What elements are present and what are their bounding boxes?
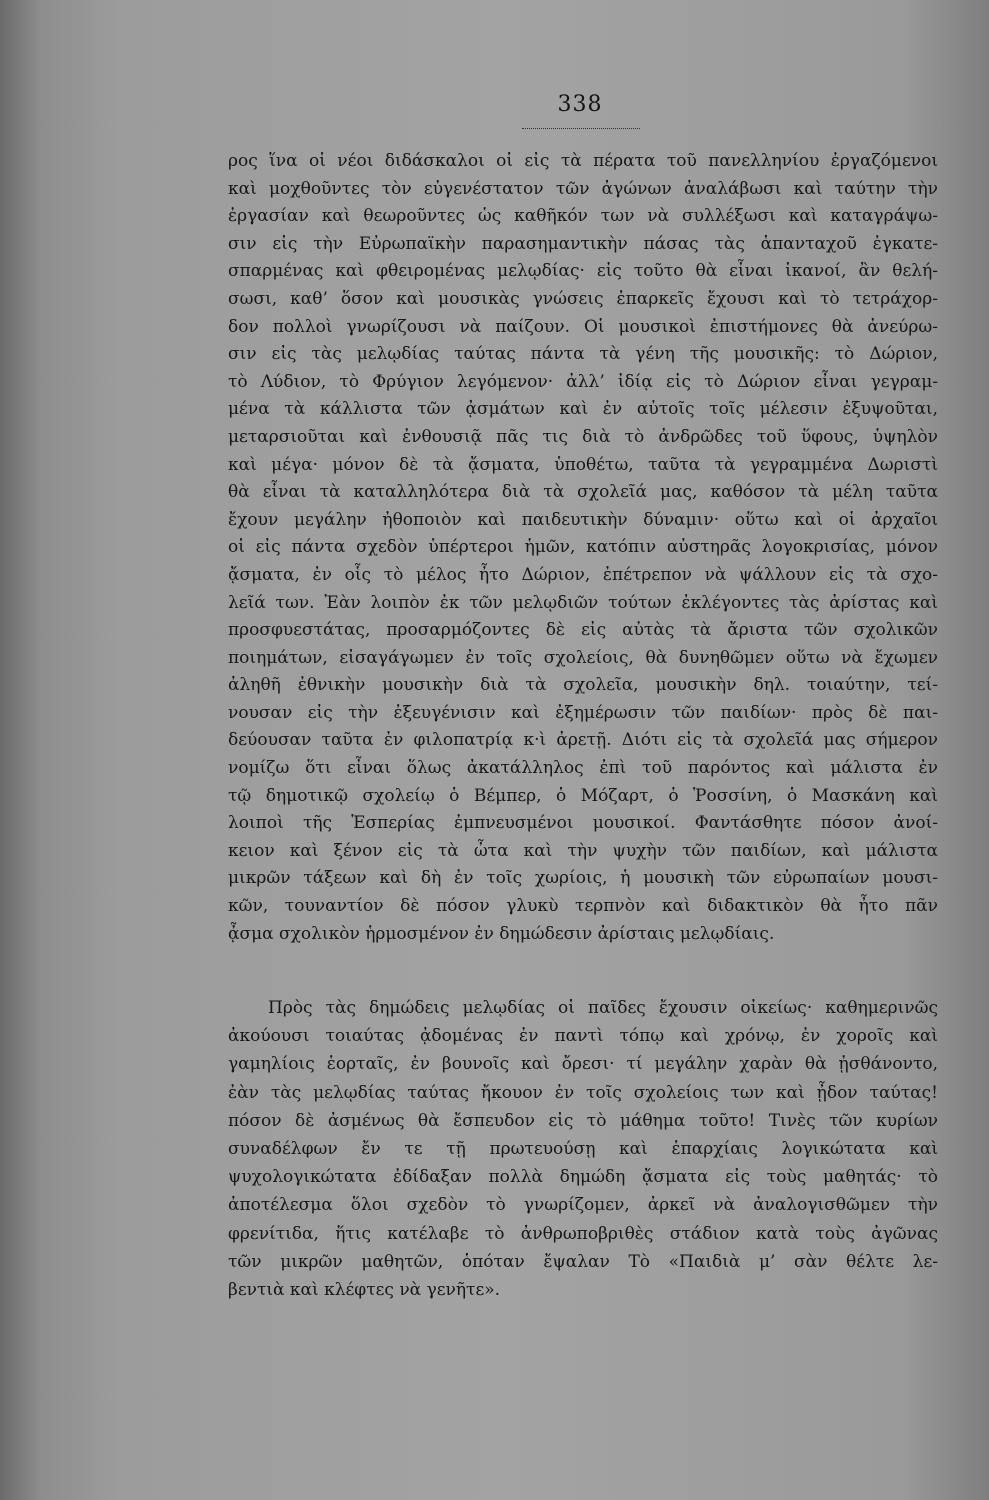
text-line: Πρὸς τὰς δημώδεις μελῳδίας οἱ παῖδες ἔχουσιν οἰκείως· καθημερινῶς: [268, 998, 938, 1018]
text-line: φρενίτιδα, ἥτις κατέλαβε τὸ ἀνθρωποβριθὲς στάδιον κατὰ τοὺς ἀγῶνας: [228, 1223, 938, 1244]
text-line: οἱ εἰς πάντα σχεδὸν ὑπέρτεροι ἡμῶν, κατόπιν αὐστηρᾶς λογοκρισίας, μόνον: [228, 537, 938, 558]
text-line: ρος ἵνα οἱ νέοι διδάσκαλοι οἱ εἰς τὰ πέρατα τοῦ πανελληνίου ἐργαζόμενοι: [228, 151, 938, 171]
text-line: κειον καὶ ξένον εἰς τὰ ὦτα καὶ τὴν ψυχὴν τῶν παιδίων, καὶ μάλιστα: [228, 840, 938, 861]
text-line: σιν εἰς τὴν Εὐρωπαϊκὴν παρασημαντικὴν πάσας τὰς ἁπανταχοῦ ἐγκατε-: [228, 233, 938, 254]
paragraph-1: [228, 148, 938, 948]
text-line: λοιποὶ τῆς Ἑσπερίας ἐμπνευσμένοι μουσικοί. Φαντάσθητε πόσον ἀνοί-: [228, 813, 938, 834]
text-line: τῶν μικρῶν μαθητῶν, ὁπόταν ἔψαλαν Τὸ «Παιδιὰ μ’ σὰν θέλτε λε-: [228, 1251, 938, 1272]
text-line: ποιημάτων, εἰσαγάγωμεν ἐν τοῖς σχολείοις, θὰ δυνηθῶμεν οὕτω νὰ ἔχωμεν: [228, 647, 938, 668]
text-line: μεταρσιοῦται καὶ ἐνθουσιᾷ πᾶς τις διὰ τὸ ἀνδρῶδες τοῦ ὕφους, ὑψηλὸν: [228, 426, 938, 447]
text-line: γαμηλίοις ἑορταῖς, ἐν βουνοῖς καὶ ὄρεσι· τί μεγάλην χαρὰν θὰ ᾐσθάνοντο,: [228, 1054, 938, 1075]
text-line: νουσαν εἰς τὴν ἐξευγένισιν καὶ ἐξημέρωσιν τῶν παιδίων· πρὸς δὲ παι-: [228, 702, 938, 723]
text-line: θὰ εἶναι τὰ καταλληλότερα διὰ τὰ σχολεῖά μας, καθόσον τὰ μέλη ταῦτα: [228, 482, 938, 503]
text-line: τῷ δημοτικῷ σχολείῳ ὁ Βέμπερ, ὁ Μόζαρτ, ὁ Ῥοσσίνη, ὁ Μασκάνη καὶ: [228, 785, 938, 806]
page-number: 338: [557, 92, 603, 117]
text-line: σιν εἰς τὰς μελῳδίας ταύτας πάντα τὰ γένη τῆς μουσικῆς: τὸ Δώριον,: [228, 344, 938, 365]
text-line: δον πολλοὶ γνωρίζουσι νὰ παίζουν. Οἱ μουσικοὶ ἐπιστήμονες θὰ ἀνεύρω-: [228, 316, 938, 337]
text-line: κῶν, τουναντίον δὲ πόσον γλυκὺ τερπνὸν καὶ διδακτικὸν θὰ ἦτο πᾶν: [228, 896, 938, 917]
text-line: λεῖά των. Ἐὰν λοιπὸν ἐκ τῶν μελῳδιῶν τούτων ἐκλέγοντες τὰς ἀρίστας καὶ: [228, 592, 938, 613]
text-line: ἀκούουσι τοιαύτας ᾀδομένας ἐν παντὶ τόπῳ καὶ χρόνῳ, ἐν χοροῖς καὶ: [228, 1026, 938, 1047]
text-line: τὸ Λύδιον, τὸ Φρύγιον λεγόμενον· ἀλλ’ ἰδίᾳ εἰς τὸ Δώριον εἶναι γεγραμ-: [228, 371, 938, 392]
text-line: ἐργασίαν καὶ θεωροῦντες ὡς καθῆκόν των νὰ συλλέξωσι καὶ καταγράψω-: [228, 206, 938, 227]
text-line: σπαρμένας καὶ φθειρομένας μελῳδίας· εἰς τοῦτο θὰ εἶναι ἱκανοί, ἂν θελή-: [228, 261, 938, 282]
text-line: συναδέλφων ἔν τε τῇ πρωτευούσῃ καὶ ἐπαρχίαις λογικώτατα καὶ: [228, 1138, 938, 1159]
text-line: μικρῶν τάξεων καὶ δὴ ἐν τοῖς χωρίοις, ἡ μουσικὴ τῶν εὐρωπαίων μουσι-: [228, 868, 938, 889]
text-line: ἀληθῆ ἐθνικὴν μουσικὴν διὰ τὰ σχολεῖα, μουσικὴν δηλ. τοιαύτην, τεί-: [228, 675, 938, 696]
text-line: ἔχουν μεγάλην ἠθοποιὸν καὶ παιδευτικὴν δύναμιν· οὕτω καὶ οἱ ἀρχαῖοι: [228, 509, 938, 530]
text-line: μένα τὰ κάλλιστα τῶν ᾀσμάτων καὶ ἐν αὐτοῖς τοῖς μέλεσιν ἐξυψοῦται,: [228, 399, 938, 420]
text-line: σωσι, καθ’ ὅσον καὶ μουσικὰς γνώσεις ἐπαρκεῖς ἔχουσι καὶ τὸ τετράχορ-: [228, 288, 938, 309]
text-line: πόσον δὲ ἀσμένως θὰ ἔσπευδον εἰς τὸ μάθημα τοῦτο! Τινὲς τῶν κυρίων: [228, 1110, 938, 1131]
text-line: ᾄσματα, ἐν οἷς τὸ μέλος ἦτο Δώριον, ἐπέτρεπον νὰ ψάλλουν εἰς τὰ σχο-: [228, 564, 938, 585]
text-line: προσφυεστάτας, προσαρμόζοντες δὲ εἰς αὐτὰς τὰ ἄριστα τῶν σχολικῶν: [228, 620, 938, 641]
paragraph-2: [228, 994, 938, 1304]
text-line: καὶ μοχθοῦντες τὸν εὐγενέστατον τῶν ἀγώνων ἀναλάβωσι καὶ ταύτην τὴν: [228, 178, 938, 199]
text-line: δεύουσαν ταῦτα ἐν φιλοπατρίᾳ κ·ὶ ἀρετῇ. Διότι εἰς τὰ σχολεῖά μας σήμερον: [228, 730, 938, 751]
text-line: βεντιὰ καὶ κλέφτες νὰ γενῆτε».: [228, 1279, 501, 1300]
text-line: νομίζω ὅτι εἶναι ὅλως ἀκατάλληλος ἐπὶ τοῦ παρόντος καὶ μάλιστα ἐν: [228, 758, 938, 779]
text-line: ἀποτέλεσμα ὅλοι σχεδὸν τὸ γνωρίζομεν, ἀρκεῖ νὰ ἀναλογισθῶμεν τὴν: [228, 1195, 938, 1216]
text-line: ἐὰν τὰς μελῳδίας ταύτας ἤκουον ἐν τοῖς σχολείοις των καὶ ᾖδον ταύτας!: [228, 1082, 938, 1103]
text-line: ᾆσμα σχολικὸν ἡρμοσμένον ἐν δημώδεσιν ἀρίσταις μελῳδίαις.: [228, 923, 775, 944]
text-line: καὶ μέγα· μόνον δὲ τὰ ᾄσματα, ὑποθέτω, ταῦτα τὰ γεγραμμένα Δωριστὶ: [228, 454, 938, 475]
text-line: ψυχολογικώτατα ἐδίδαξαν πολλὰ δημώδη ᾄσματα εἰς τοὺς μαθητάς· τὸ: [228, 1167, 938, 1188]
header-rule: [522, 128, 640, 129]
